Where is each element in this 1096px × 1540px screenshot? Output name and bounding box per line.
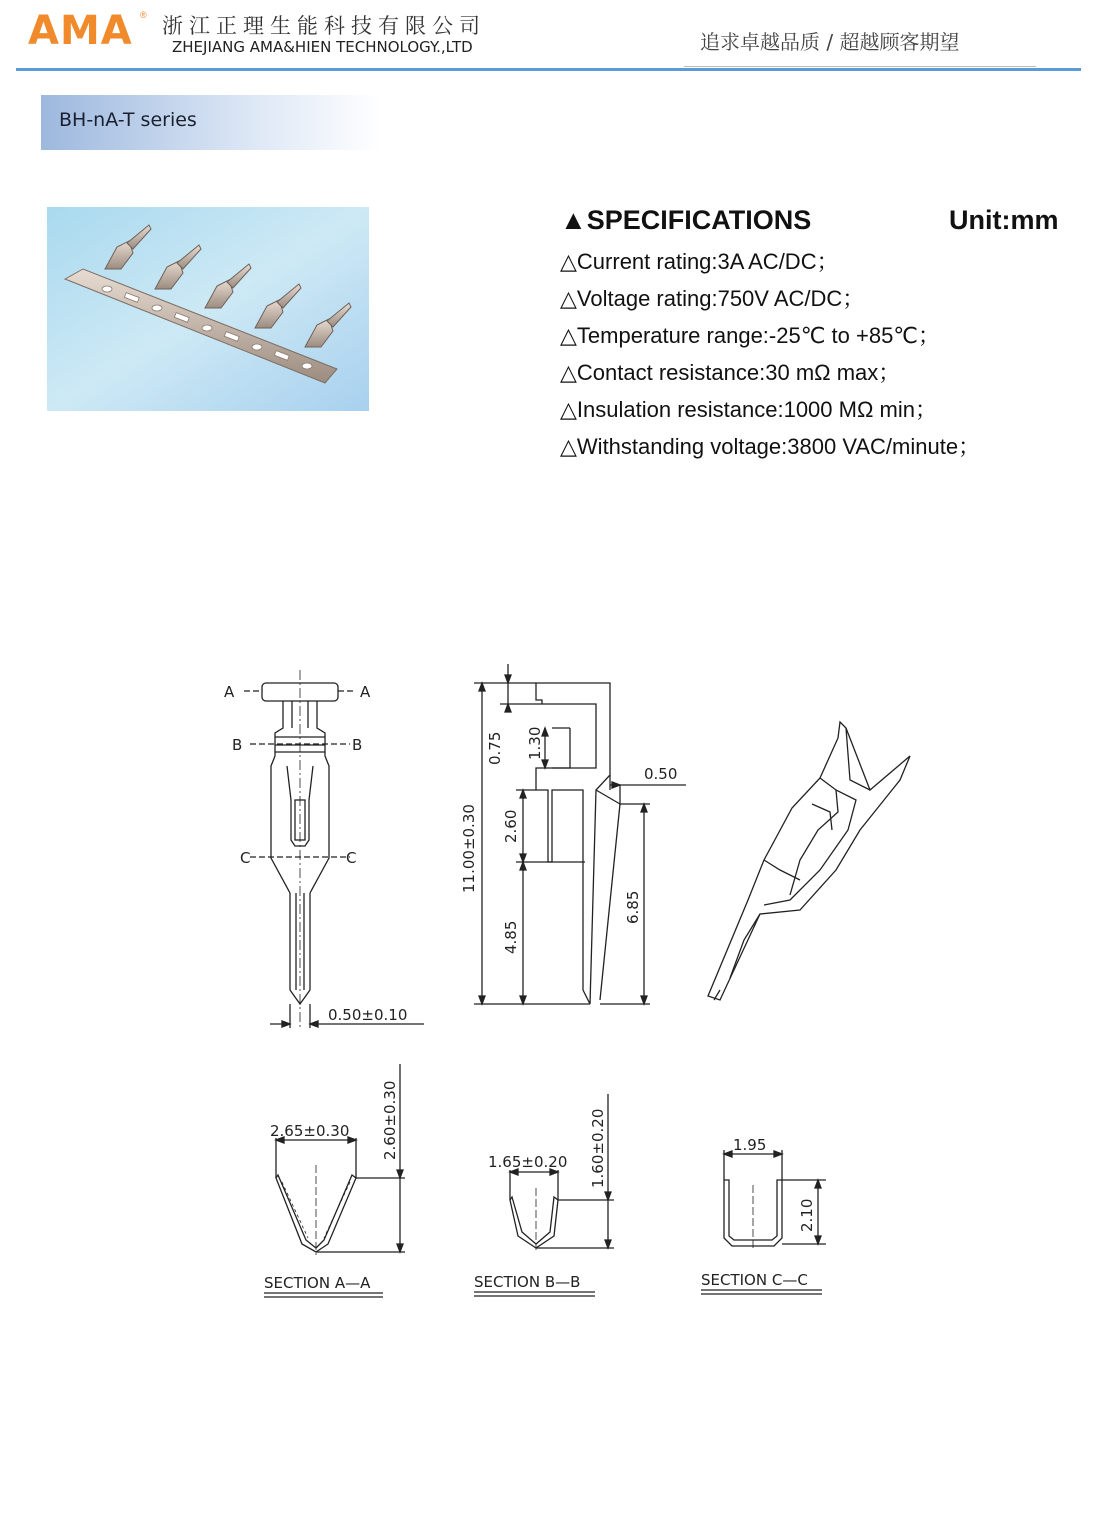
dim-pin-width: 0.50±0.10 bbox=[328, 1006, 408, 1024]
label-a-left: A bbox=[224, 683, 235, 701]
dim-section-c-height: 2.10 bbox=[798, 1198, 816, 1232]
label-a-right: A bbox=[360, 683, 371, 701]
dim-4-85: 4.85 bbox=[502, 920, 520, 954]
isometric-view bbox=[708, 722, 910, 1000]
spec-temperature-range: △Temperature range:-25℃ to +85℃； bbox=[560, 323, 941, 348]
spec-contact-resistance: △Contact resistance:30 mΩ max； bbox=[560, 360, 901, 385]
spec-insulation-resistance: △Insulation resistance:1000 MΩ min； bbox=[560, 397, 937, 422]
dim-section-a-height: 2.60±0.30 bbox=[381, 1080, 399, 1160]
label-b-right: B bbox=[352, 736, 363, 754]
dim-section-b-width: 1.65±0.20 bbox=[488, 1153, 568, 1171]
company-logo: AMA bbox=[28, 8, 133, 54]
dim-2-60: 2.60 bbox=[502, 809, 520, 843]
series-label: BH-nA-T series bbox=[59, 109, 197, 131]
section-b-title: SECTION B—B bbox=[474, 1273, 581, 1291]
section-a-title: SECTION A—A bbox=[264, 1274, 371, 1292]
label-c-left: C bbox=[240, 849, 251, 867]
dim-1-30: 1.30 bbox=[526, 726, 544, 760]
company-slogan: 追求卓越品质 / 超越顾客期望 bbox=[700, 30, 960, 54]
dim-section-c-width: 1.95 bbox=[733, 1136, 767, 1154]
company-name-cn: 浙江正理生能科技有限公司 bbox=[162, 14, 486, 38]
specifications-unit: Unit:mm bbox=[949, 205, 1059, 235]
front-view bbox=[244, 670, 424, 1030]
section-c-title: SECTION C—C bbox=[701, 1271, 808, 1289]
dim-total-length: 11.00±0.30 bbox=[460, 804, 478, 893]
specifications-title: ▲SPECIFICATIONS bbox=[560, 205, 812, 235]
spec-voltage-rating: △Voltage rating:750V AC/DC； bbox=[560, 286, 865, 311]
company-name-en: ZHEJIANG AMA&HIEN TECHNOLOGY.,LTD bbox=[172, 38, 473, 56]
dim-6-85: 6.85 bbox=[624, 890, 642, 924]
dim-section-a-width: 2.65±0.30 bbox=[270, 1122, 350, 1140]
dim-0-50: 0.50 bbox=[644, 765, 678, 783]
spec-current-rating: △Current rating:3A AC/DC； bbox=[560, 249, 839, 274]
spec-withstanding-voltage: △Withstanding voltage:3800 VAC/minute； bbox=[560, 434, 981, 459]
label-b-left: B bbox=[232, 736, 243, 754]
label-c-right: C bbox=[346, 849, 357, 867]
dim-0-75: 0.75 bbox=[486, 731, 504, 765]
dim-section-b-height: 1.60±0.20 bbox=[589, 1108, 607, 1188]
registered-mark: ® bbox=[140, 10, 147, 20]
